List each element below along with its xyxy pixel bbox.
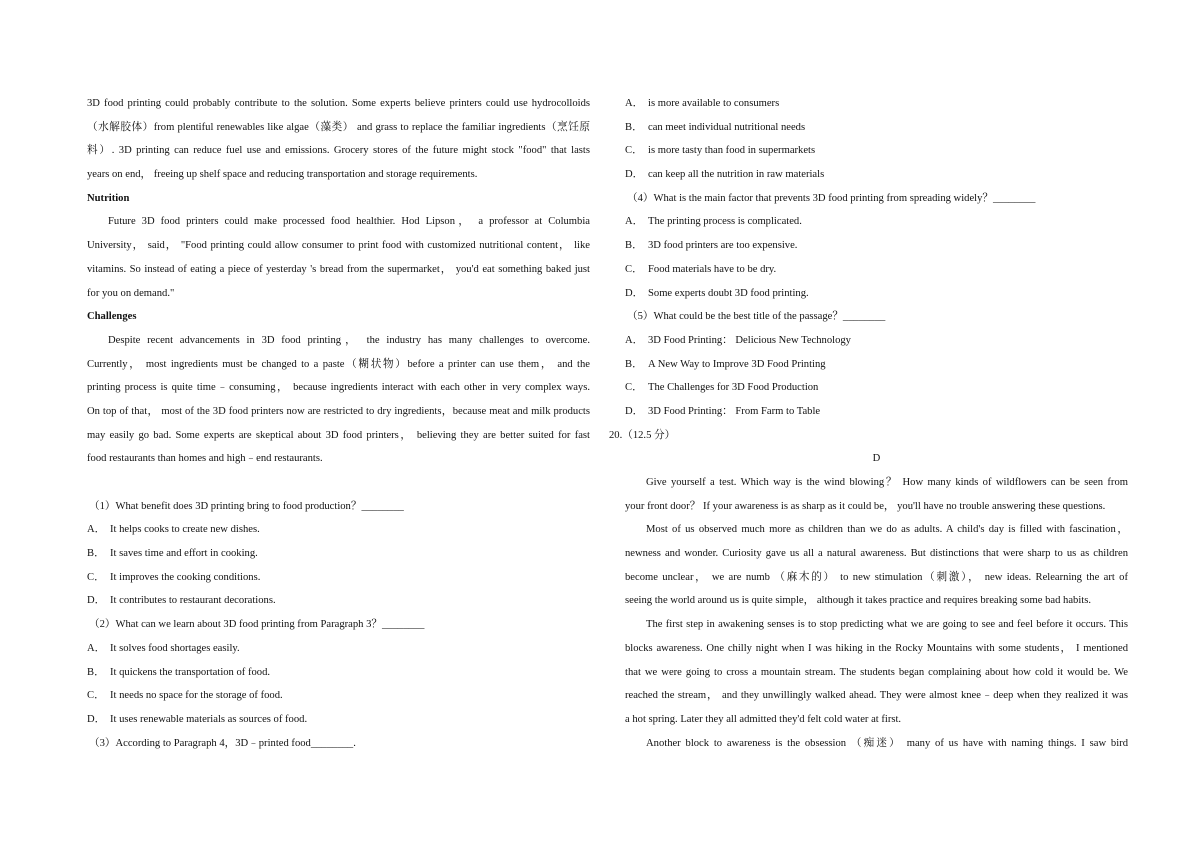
option-c[interactable] xyxy=(625,376,1128,400)
option-text: can keep all the nutrition in raw materials xyxy=(648,169,825,181)
option-text: 3D food printers are too expensive. xyxy=(648,240,798,252)
option-b[interactable] xyxy=(625,116,1128,140)
left-column xyxy=(87,92,590,755)
option-d[interactable] xyxy=(87,708,590,732)
paragraph-line: Give yourself a test. Which way is the wind blowing？ How many kinds of wildflowers can be seen from xyxy=(646,477,1128,488)
paragraph-line: seeing the world around us is quite simple， although it takes practice and requires breaking some bad habits. xyxy=(625,595,1092,607)
option-key: A． xyxy=(625,98,644,109)
paragraph-line: 3D food printing could probably contribute to the solution. Some experts believe printers could use hydrocolloids xyxy=(87,98,590,109)
option-text: It needs no space for the storage of food. xyxy=(110,690,283,702)
option-key: A． xyxy=(87,642,106,654)
option-key: A． xyxy=(87,524,106,536)
option-d[interactable] xyxy=(625,400,1128,424)
option-text: It uses renewable materials as sources of food. xyxy=(110,713,308,725)
option-key: B． xyxy=(87,548,105,560)
right-column xyxy=(609,92,1128,755)
section-letter: D xyxy=(872,453,881,465)
option-c[interactable] xyxy=(87,566,590,590)
option-c[interactable] xyxy=(625,258,1128,282)
paragraph-line: Most of us observed much more as children than we do as adults. A child's day is filled with fascination， xyxy=(646,524,1128,536)
option-text: It quickens the transportation of food. xyxy=(110,666,271,678)
paragraph-line: Another block to awareness is the obsession （痴迷） many of us have with naming things. I saw bird xyxy=(646,737,1128,749)
option-key: D． xyxy=(87,713,106,725)
option-text: is more available to consumers xyxy=(648,98,780,109)
question-number: 20.（12.5 分） xyxy=(609,429,676,441)
paragraph-line: that we were going to cross a mountain stream. The students began complaining about how cold it would be. We xyxy=(625,666,1128,678)
option-d[interactable] xyxy=(87,589,590,613)
option-key: D． xyxy=(625,405,644,417)
option-key: C． xyxy=(625,263,643,275)
section-heading-nutrition: Nutrition xyxy=(87,192,130,204)
paragraph-line: years on end， freeing up shelf space and reducing transportation and storage requirements. xyxy=(87,169,478,181)
option-a[interactable] xyxy=(87,637,590,661)
option-key: B． xyxy=(87,666,105,678)
paragraph-line: The first step in awakening senses is to stop predicting what we are going to see and feel before it occurs. This xyxy=(646,619,1128,631)
paragraph-line: Future 3D food printers could make processed food healthier. Hod Lipson， a professor at Columbia xyxy=(108,216,590,228)
option-key: C． xyxy=(625,145,643,157)
option-d[interactable] xyxy=(625,163,1128,187)
option-key: D． xyxy=(87,595,106,607)
option-text: The printing process is complicated. xyxy=(648,216,802,228)
paragraph-line: food restaurants than homes and high﹣end restaurants. xyxy=(87,453,323,465)
option-key: D． xyxy=(625,169,644,181)
option-b[interactable] xyxy=(625,234,1128,258)
option-key: C． xyxy=(625,382,643,394)
option-text: 3D Food Printing： Delicious New Technology xyxy=(648,334,851,346)
option-text: Some experts doubt 3D food printing. xyxy=(648,287,809,299)
option-key: B． xyxy=(625,358,643,370)
option-text: 3D Food Printing： From Farm to Table xyxy=(648,405,821,417)
option-d[interactable] xyxy=(625,282,1128,306)
option-a[interactable] xyxy=(87,518,590,542)
option-text: is more tasty than food in supermarkets xyxy=(648,145,816,157)
option-c[interactable] xyxy=(625,139,1128,163)
question-2: （2）What can we learn about 3D food printing from Paragraph 3？________ xyxy=(89,619,425,631)
option-text: can meet individual nutritional needs xyxy=(648,121,806,133)
option-a[interactable] xyxy=(625,210,1128,234)
paragraph-line: Despite recent advancements in 3D food printing， the industry has many challenges to overcome. xyxy=(108,334,590,346)
section-heading-challenges: Challenges xyxy=(87,311,137,323)
paragraph-line: vitamins. So instead of eating a piece of yesterday 's bread from the supermarket， you'd eat something baked just xyxy=(87,263,590,275)
option-text: It improves the cooking conditions. xyxy=(110,571,261,583)
question-3: （3）According to Paragraph 4，3D﹣printed food________. xyxy=(89,737,356,749)
paragraph-line: become unclear， we are numb （麻木的） to new stimulation（刺激）， new ideas. Relearning the art of xyxy=(625,571,1128,583)
option-key: C． xyxy=(87,690,105,702)
option-key: C． xyxy=(87,571,105,583)
option-key: A． xyxy=(625,216,644,228)
option-text: A New Way to Improve 3D Food Printing xyxy=(648,358,826,370)
spacer xyxy=(87,471,590,495)
option-text: It solves food shortages easily. xyxy=(110,642,240,654)
option-text: It helps cooks to create new dishes. xyxy=(110,524,260,536)
option-text: It contributes to restaurant decorations. xyxy=(110,595,276,607)
option-b[interactable] xyxy=(87,542,590,566)
question-5: （5）What could be the best title of the passage？________ xyxy=(627,311,886,323)
paragraph-line: blocks awareness. One chilly night when I was hiking in the Rocky Mountains with some students， I mentioned xyxy=(625,642,1128,654)
paragraph-line: a hot spring. Later they all admitted they'd felt cold water at first. xyxy=(625,713,902,725)
paragraph-line: for you on demand." xyxy=(87,287,175,299)
paragraph-line: 料）. 3D printing can reduce fuel use and emissions. Grocery stores of the future might stock "food" that lasts xyxy=(87,145,590,157)
paragraph-line: your front door？ If your awareness is as sharp as it could be， you'll have no trouble answering these questions. xyxy=(625,500,1106,512)
paragraph-line: may easily go bad. Some experts are skeptical about 3D food printers， believing they are better suited for fast xyxy=(87,429,590,441)
option-a[interactable] xyxy=(625,329,1128,353)
option-key: D． xyxy=(625,287,644,299)
option-b[interactable] xyxy=(625,353,1128,377)
option-key: A． xyxy=(625,334,644,346)
paragraph-line: printing process is quite time﹣consuming， because ingredients interact with each other in very complex ways. xyxy=(87,382,590,394)
question-1: （1）What benefit does 3D printing bring to food production？________ xyxy=(89,500,404,512)
option-c[interactable] xyxy=(87,684,590,708)
option-key: B． xyxy=(625,121,643,133)
option-text: It saves time and effort in cooking. xyxy=(110,548,258,560)
option-b[interactable] xyxy=(87,661,590,685)
option-a[interactable] xyxy=(625,92,1128,116)
paragraph-line: Currently， most ingredients must be changed to a paste（糊状物）before a printer can use them， and the xyxy=(87,358,590,370)
paragraph-line: On top of that， most of the 3D food printers now are restricted to dry ingredients，because meat and milk products xyxy=(87,405,590,417)
paragraph-line: （水解胶体）from plentiful renewables like algae（藻类） and grass to replace the familiar ingredients（烹饪原 xyxy=(87,121,590,133)
option-text: The Challenges for 3D Food Production xyxy=(648,382,819,394)
paragraph-line: reached the stream， and they unwillingly walked ahead. They were almost knee﹣deep when they realized it was xyxy=(625,690,1128,702)
option-key: B． xyxy=(625,240,643,252)
question-4: （4）What is the main factor that prevents 3D food printing from spreading widely？________ xyxy=(627,192,1036,204)
paragraph-line: University， said， "Food printing could allow consumer to print food with customized nutritional content， like xyxy=(87,240,590,252)
paragraph-line: newness and wonder. Curiosity gave us all a natural awareness. But distinctions that were sharp to us as children xyxy=(625,548,1128,560)
option-text: Food materials have to be dry. xyxy=(648,263,777,275)
